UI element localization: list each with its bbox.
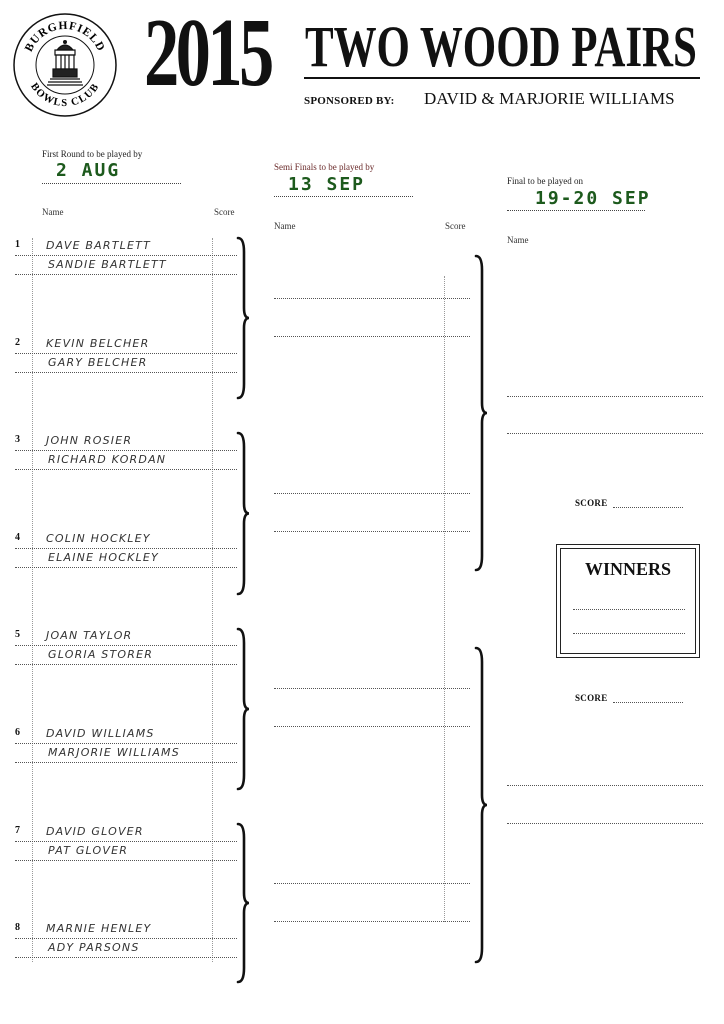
player-name: COLIN HOCKLEY	[46, 532, 151, 545]
player-name: GARY BELCHER	[48, 356, 148, 369]
final-name-header: Name	[507, 235, 529, 245]
year-title: 2015	[144, 0, 271, 107]
semi-final-name-header: Name	[274, 221, 296, 231]
pair-number: 4	[15, 532, 20, 543]
winners-title: WINNERS	[584, 559, 672, 579]
sponsor-name: DAVID & MARJORIE WILLIAMS	[424, 89, 675, 108]
first-round-brace	[238, 238, 249, 398]
player-name: RICHARD KORDAN	[48, 453, 167, 466]
pair-number: 5	[15, 629, 20, 640]
sponsor-label: SPONSORED BY:	[304, 95, 395, 107]
player-name: DAVID GLOVER	[46, 825, 144, 838]
player-name: GLORIA STORER	[48, 648, 154, 661]
first-round-brace	[238, 433, 249, 594]
logo-text-top: BURGHFIELD	[23, 19, 107, 54]
first-round-brace	[238, 824, 249, 982]
player-name: ELAINE HOCKLEY	[48, 551, 159, 564]
first-round-brace	[238, 629, 249, 789]
semi-final-brace	[476, 256, 487, 570]
final-score-label-top: SCORE	[575, 498, 608, 508]
pair-number: 1	[15, 239, 20, 250]
final-score-label-bottom: SCORE	[575, 693, 608, 703]
pair-number: 6	[15, 727, 20, 738]
semi-final-date: 13 SEP	[288, 174, 366, 195]
player-name: DAVID WILLIAMS	[46, 727, 155, 740]
pair-number: 8	[15, 922, 20, 933]
player-name: KEVIN BELCHER	[46, 337, 150, 350]
final-date: 19-20 SEP	[535, 188, 651, 209]
player-name: PAT GLOVER	[48, 844, 129, 857]
player-name: SANDIE BARTLETT	[48, 258, 167, 271]
semi-final-score-header: Score	[445, 221, 466, 231]
player-name: ADY PARSONS	[48, 941, 140, 954]
first-round-score-header: Score	[214, 207, 235, 217]
event-title: TWO WOOD PAIRS	[305, 14, 697, 79]
player-name: MARNIE HENLEY	[46, 922, 152, 935]
logo-text-bottom: BOWLS CLUB	[28, 81, 102, 110]
player-name: MARJORIE WILLIAMS	[48, 746, 180, 759]
pair-number: 3	[15, 434, 20, 445]
first-round-name-header: Name	[42, 207, 64, 217]
pair-number: 7	[15, 825, 20, 836]
player-name: DAVE BARTLETT	[46, 239, 151, 252]
semi-final-brace	[476, 648, 487, 962]
final-label: Final to be played on	[507, 176, 583, 186]
first-round-date: 2 AUG	[56, 160, 121, 181]
pair-number: 2	[15, 337, 20, 348]
semi-final-label: Semi Finals to be played by	[274, 162, 375, 172]
first-round-label: First Round to be played by	[42, 149, 143, 159]
player-name: JOHN ROSIER	[46, 434, 133, 447]
player-name: JOAN TAYLOR	[46, 629, 133, 642]
